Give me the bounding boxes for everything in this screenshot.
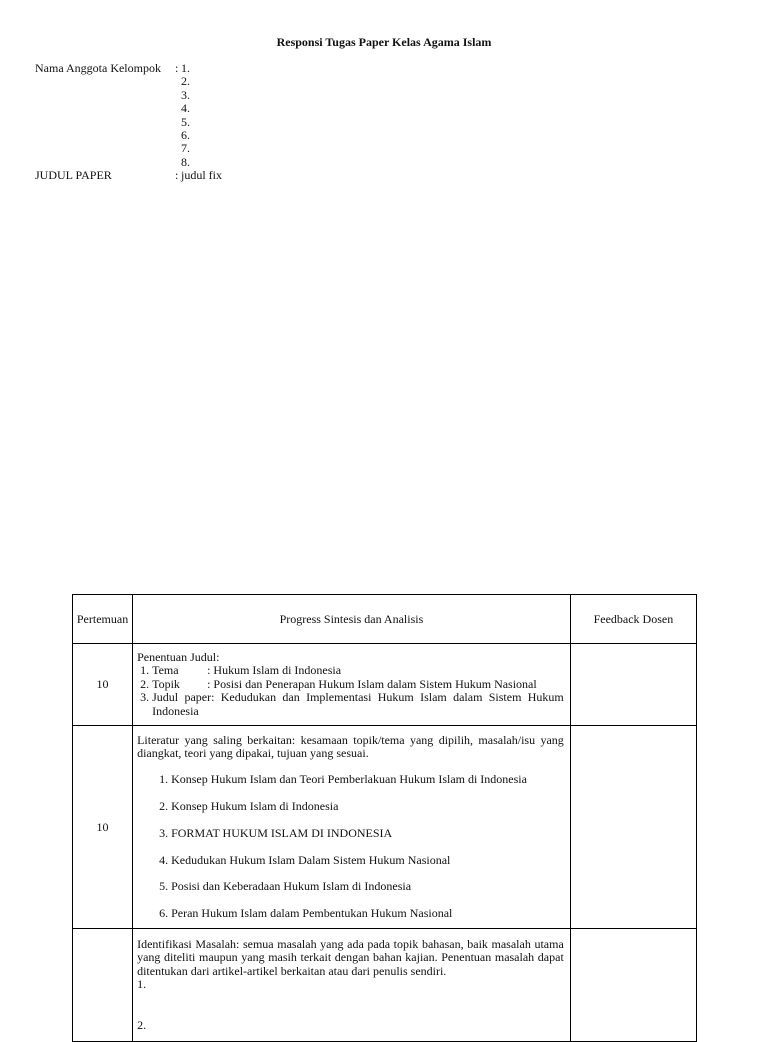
member-item: 8.	[181, 154, 190, 169]
feedback-cell	[570, 726, 696, 929]
problem-point: 2.	[137, 1017, 147, 1032]
list-item: 1. Konsep Hukum Islam dan Teori Pemberlakuan Hukum Islam di Indonesia	[171, 773, 564, 786]
feedback-cell	[570, 929, 696, 1042]
feedback-cell	[570, 644, 696, 726]
progress-intro: Literatur yang saling berkaitan: kesamaan topik/tema yang dipilih, masalah/isu yang diangkat, teori yang dipakai, tujuan yang sesuai.	[137, 732, 564, 761]
member-item: 3.	[181, 87, 190, 102]
title-determination-list	[137, 664, 564, 718]
member-item: 5.	[181, 114, 190, 129]
list-item: 4. Kedudukan Hukum Islam Dalam Sistem Hukum Nasional	[171, 854, 564, 867]
table-header-row	[73, 595, 697, 644]
paper-title-row	[35, 169, 222, 182]
item-label: Topik	[152, 676, 180, 691]
table-row	[73, 726, 697, 929]
paper-title-value: judul fix	[181, 168, 222, 183]
list-item: 3. Judul paper: Kedudukan dan Implementasi Hukum Islam dalam Sistem Hukum Indonesia	[152, 691, 564, 718]
group-info	[35, 62, 222, 183]
literature-list	[137, 773, 564, 920]
header-meeting: Pertemuan	[73, 595, 133, 644]
list-item: 2. Konsep Hukum Islam di Indonesia	[171, 800, 564, 813]
table-row	[73, 644, 697, 726]
progress-cell	[133, 929, 571, 1042]
progress-table	[72, 594, 697, 1042]
list-item	[152, 664, 564, 677]
header-progress: Progress Sintesis dan Analisis	[133, 595, 571, 644]
member-item: 6.	[181, 128, 190, 143]
meeting-cell	[73, 929, 133, 1042]
members-label: Nama Anggota Kelompok	[35, 61, 161, 75]
paper-title-colon: :	[175, 168, 179, 183]
header-feedback: Feedback Dosen	[570, 595, 696, 644]
meeting-cell: 10	[73, 644, 133, 726]
table-row	[73, 929, 697, 1042]
list-item: 5. Posisi dan Keberadaan Hukum Islam di Indonesia	[171, 880, 564, 893]
paper-title-label: JUDUL PAPER	[35, 168, 112, 183]
progress-cell	[133, 726, 571, 929]
item-value: : Hukum Islam di Indonesia	[207, 663, 342, 678]
member-item: 7.	[181, 141, 190, 156]
spacer	[137, 992, 564, 1019]
meeting-cell: 10	[73, 726, 133, 929]
problem-point: 1.	[137, 977, 147, 992]
member-item: 2.	[181, 74, 190, 89]
document-title: Responsi Tugas Paper Kelas Agama Islam	[276, 35, 492, 49]
item-label: Tema	[152, 663, 179, 678]
members-colon: :	[175, 61, 179, 75]
member-item: 1.	[181, 61, 190, 75]
progress-cell	[133, 644, 571, 726]
progress-intro: Penentuan Judul:	[137, 649, 220, 664]
progress-intro: Identifikasi Masalah: semua masalah yang ada pada topik bahasan, baik masalah utama yang diteliti maupun yang masih terkait dengan bahan kajian. Penentuan masalah dapat ditentukan dari artikel-artikel berkaitan atau dari penulis sendiri.	[137, 936, 564, 978]
list-item	[152, 678, 564, 691]
members-list	[181, 62, 190, 169]
members-row	[35, 62, 222, 169]
list-item: 6. Peran Hukum Islam dalam Pembentukan Hukum Nasional	[171, 907, 564, 920]
item-value: : Posisi dan Penerapan Hukum Islam dalam Sistem Hukum Nasional	[207, 676, 537, 691]
list-item: 3. FORMAT HUKUM ISLAM DI INDONESIA	[171, 827, 564, 840]
member-item: 4.	[181, 101, 190, 116]
